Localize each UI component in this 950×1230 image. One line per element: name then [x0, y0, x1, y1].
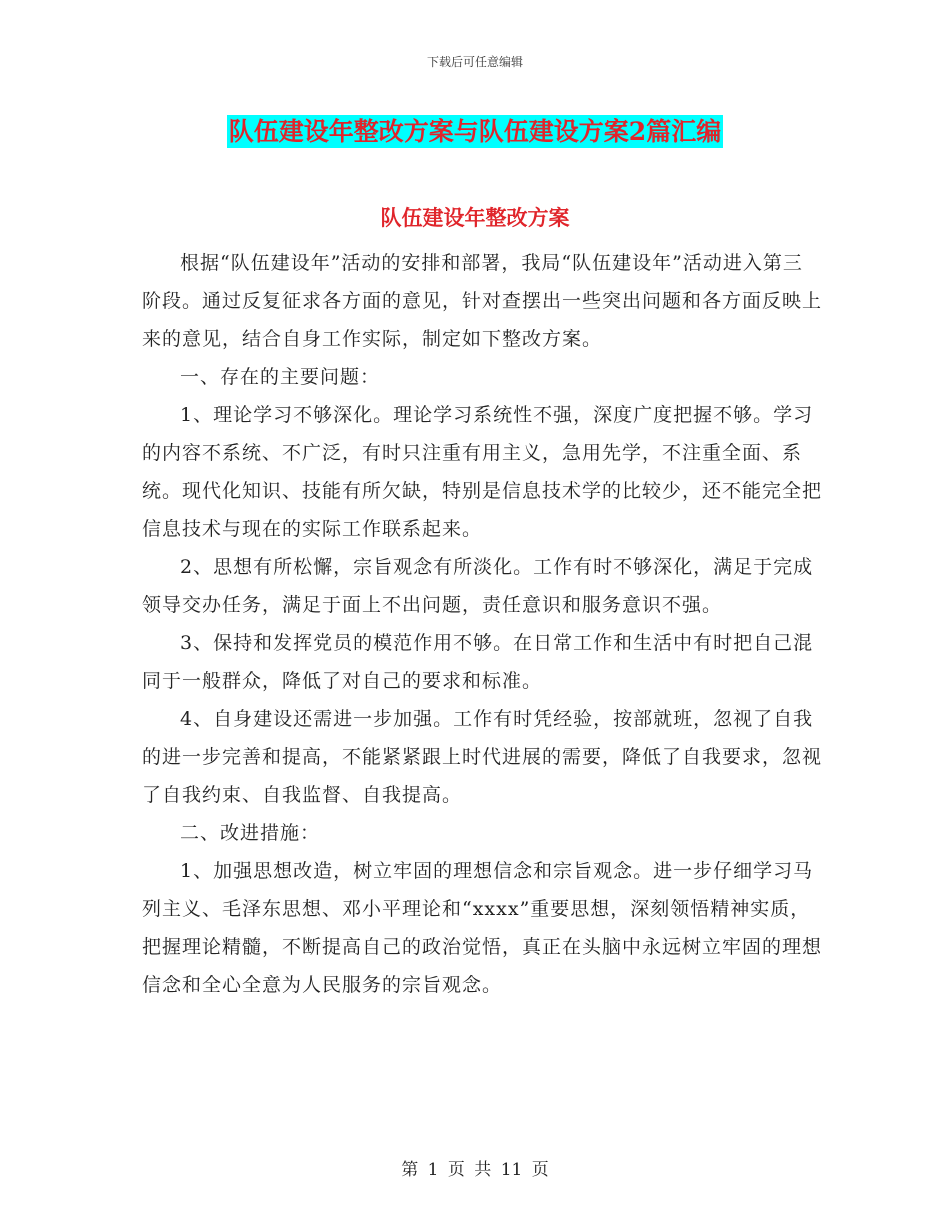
- paragraph: 3、保持和发挥党员的模范作用不够。在日常工作和生活中有时把自己混同于一般群众，降低了对自己的要求和标准。: [142, 632, 814, 692]
- page-footer: 第 1 页 共 11 页: [401, 1160, 549, 1180]
- document-body: [142, 244, 822, 1004]
- paragraph: 4、自身建设还需进一步加强。工作有时凭经验，按部就班，忽视了自我的进一步完善和提高，不能紧紧跟上时代进展的需要，降低了自我要求，忽视了自我约束、自我监督、自我提高。: [142, 708, 823, 806]
- section-title: 队伍建设年整改方案: [380, 205, 570, 230]
- paragraph: 一、存在的主要问题：: [180, 366, 381, 388]
- document-title-text: 队伍建设年整改方案与队伍建设方案2篇汇编: [228, 117, 722, 146]
- header-note: 下载后可任意编辑: [426, 55, 523, 69]
- paragraph: 根据“队伍建设年”活动的安排和部署，我局“队伍建设年”活动进入第三阶段。通过反复征求各方面的意见，针对查摆出一些突出问题和各方面反映上来的意见，结合自身工作实际，制定如下整改方案。: [142, 252, 823, 350]
- paragraph: 二、改进措施：: [180, 822, 321, 844]
- paragraph: 1、理论学习不够深化。理论学习系统性不强，深度广度把握不够。学习的内容不系统、不广泛，有时只注重有用主义，急用先学，不注重全面、系统。现代化知识、技能有所欠缺，特别是信息技术学的比较少，还不能完全把信息技术与现在的实际工作联系起来。: [142, 404, 823, 540]
- paragraph: 1、加强思想改造，树立牢固的理想信念和宗旨观念。进一步仔细学习马列主义、毛泽东思想、邓小平理论和“xxxx”重要思想，深刻领悟精神实质，把握理论精髓，不断提高自己的政治觉悟，真正在头脑中永远树立牢固的理想信念和全心全意为人民服务的宗旨观念。: [142, 860, 823, 996]
- document-title: [0, 112, 950, 148]
- paragraph: 2、思想有所松懈，宗旨观念有所淡化。工作有时不够深化，满足于完成领导交办任务，满足于面上不出问题，责任意识和服务意识不强。: [142, 556, 814, 616]
